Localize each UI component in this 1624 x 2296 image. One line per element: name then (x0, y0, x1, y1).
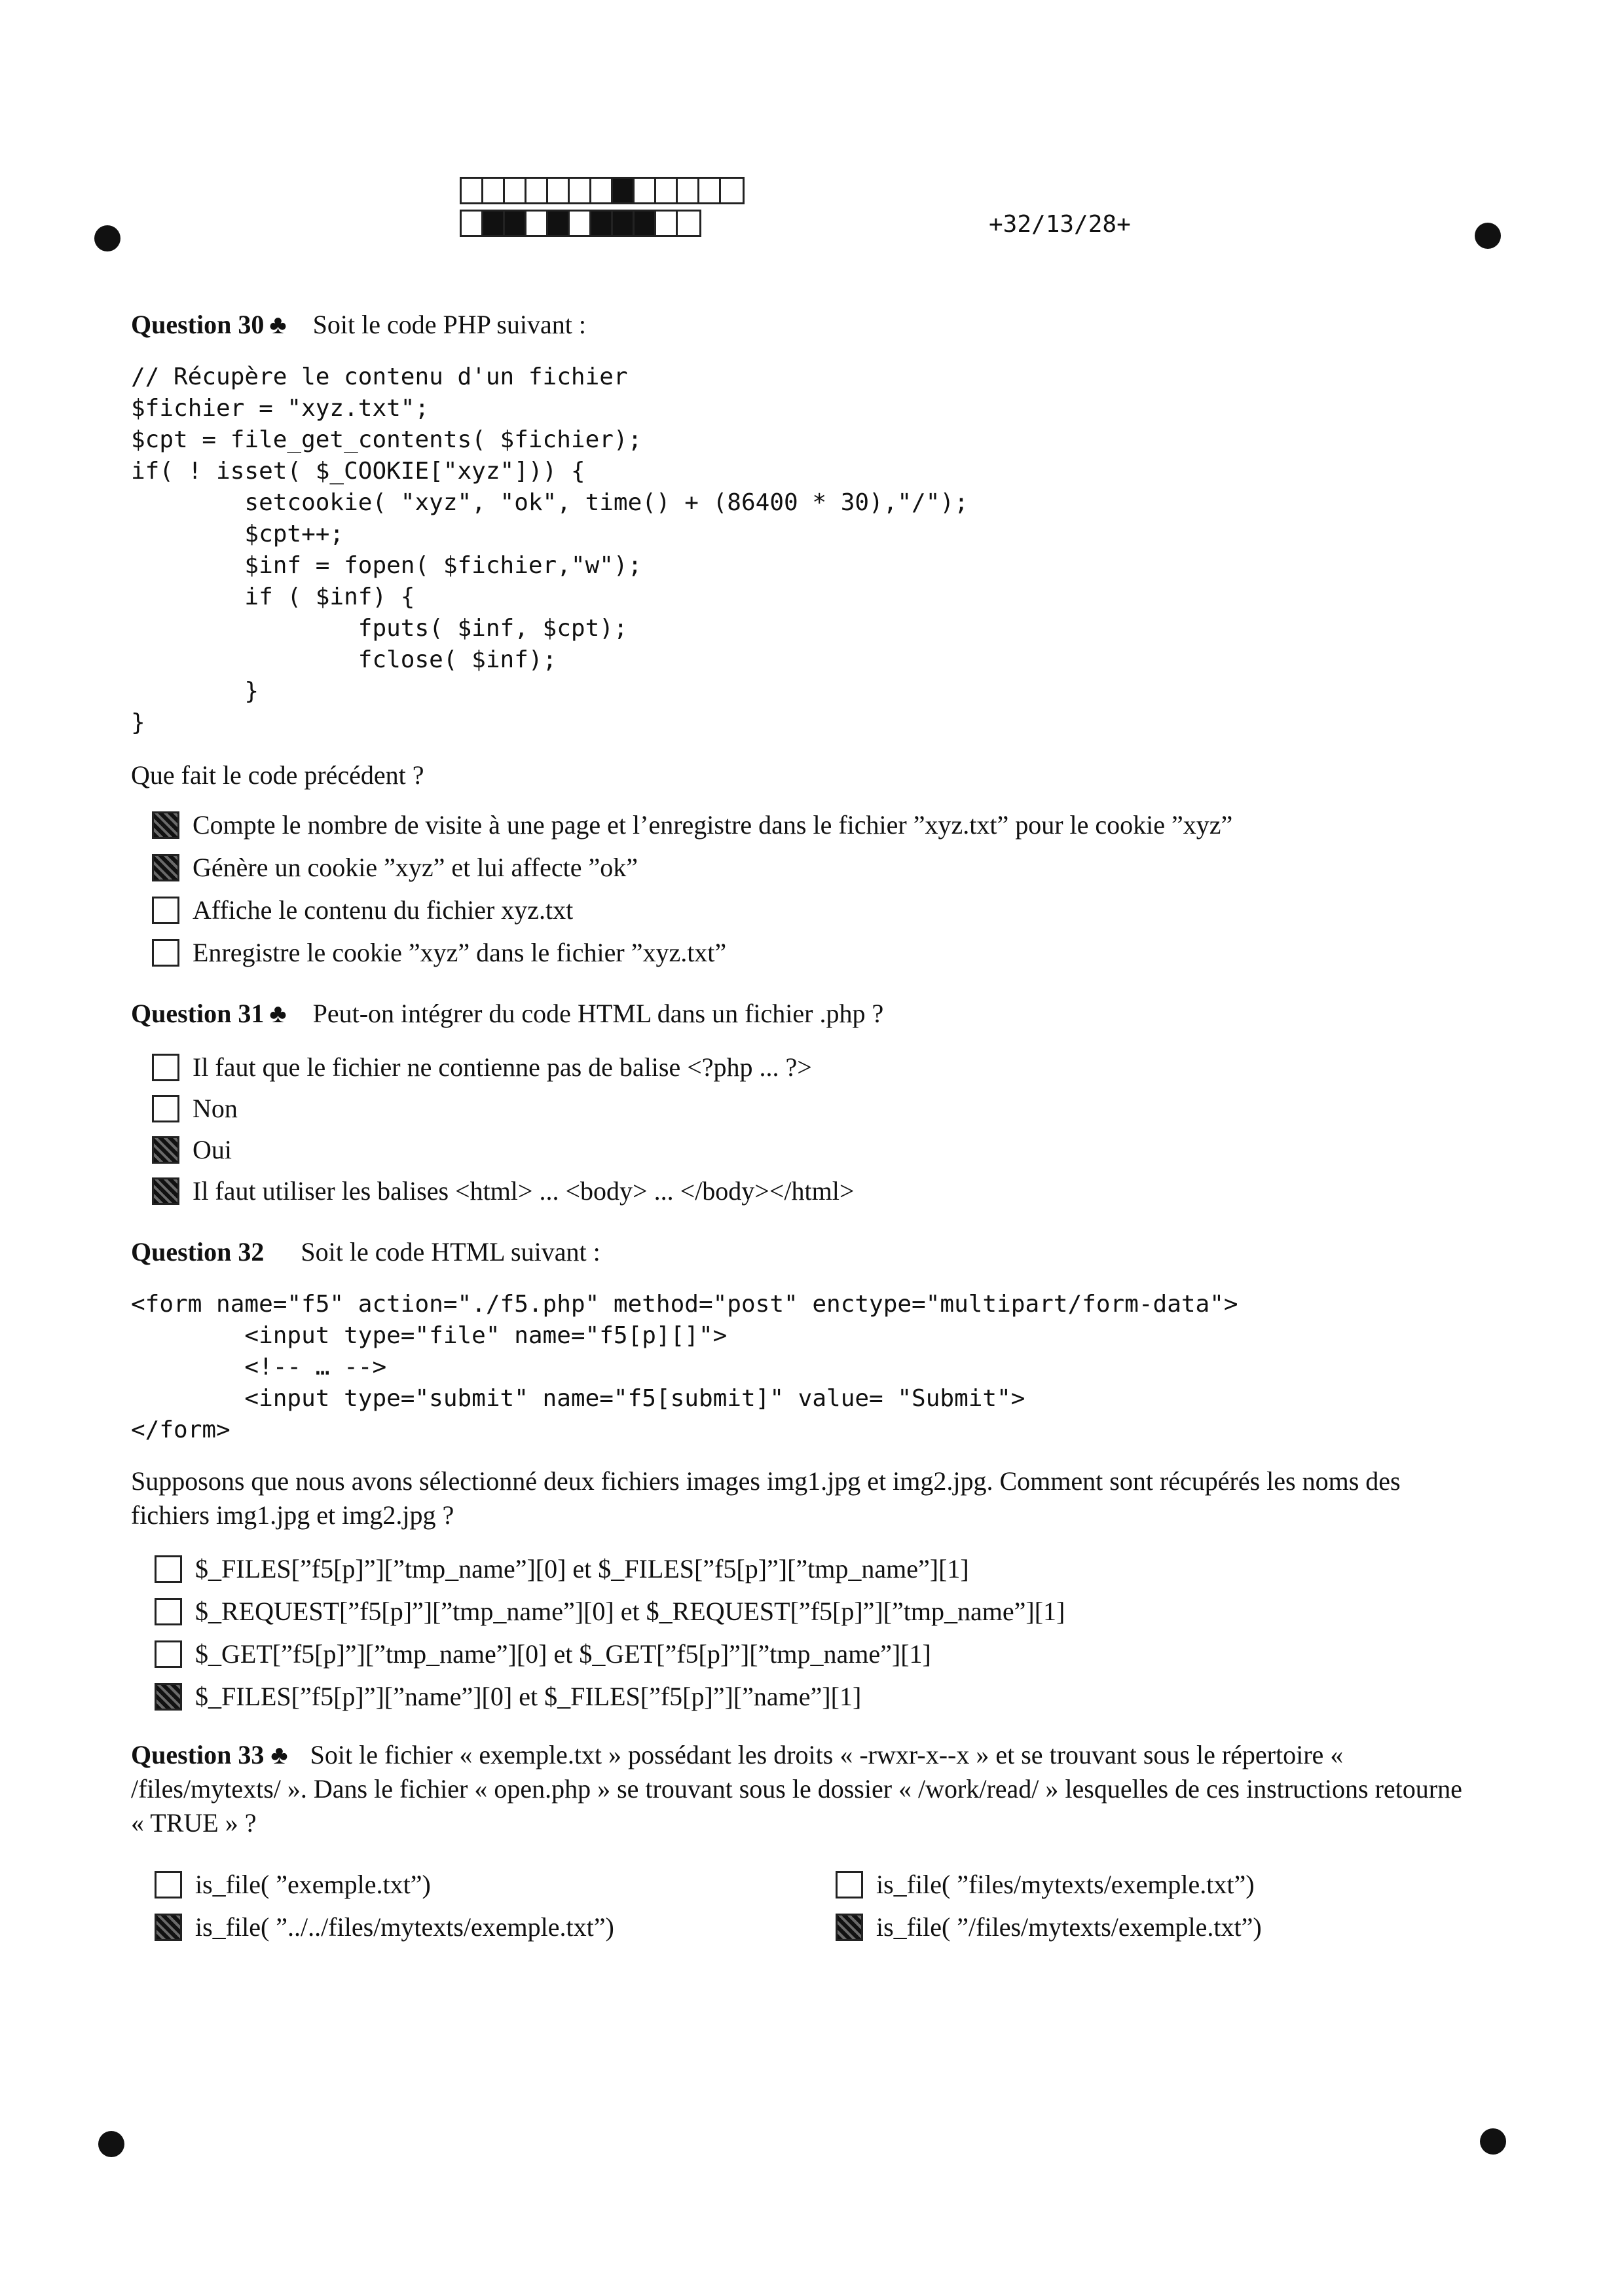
option-label: Enregistre le cookie ”xyz” dans le fichier ”xyz.txt” (193, 938, 727, 967)
option-label: Il faut que le fichier ne contienne pas de balise <?php ... ?> (193, 1052, 812, 1082)
registration-mark-bottom-right (1480, 2128, 1506, 2155)
barcode-cell (505, 179, 526, 202)
barcode-cell (635, 179, 656, 202)
checkbox[interactable] (155, 1683, 182, 1711)
q31-option-1[interactable] (152, 1052, 812, 1083)
question-30-text: Que fait le code précédent ? (131, 760, 424, 790)
barcode-cell (656, 179, 678, 202)
question-prompt: Soit le code HTML suivant : (301, 1237, 600, 1267)
barcode-cell (505, 212, 526, 235)
option-label: Il faut utiliser les balises <html> ... <body> ... </body></html> (193, 1176, 855, 1206)
exam-id: +32/13/28+ (989, 211, 1131, 238)
barcode-cell (613, 179, 635, 202)
registration-mark-bottom-left (98, 2131, 124, 2157)
barcode-top-row (460, 177, 745, 204)
html-code-block: <form name="f5" action="./f5.php" method="post" enctype="multipart/form-data"> <input type="file" name="f5[p][]"> <!-- … --> <input type="submit" name="f5[submit]" value= "Submit"> </form> (131, 1291, 1238, 1443)
barcode-cell (526, 179, 548, 202)
checkbox[interactable] (152, 897, 179, 924)
checkbox[interactable] (155, 1640, 182, 1668)
checkbox[interactable] (155, 1555, 182, 1583)
barcode-cell (656, 212, 678, 235)
option-label: $_REQUEST[”f5[p]”][”tmp_name”][0] et $_REQUEST[”f5[p]”][”tmp_name”][1] (195, 1597, 1065, 1626)
club-icon: ♣ (270, 1740, 288, 1769)
option-label: is_file( ”files/mytexts/exemple.txt”) (876, 1870, 1255, 1899)
barcode-cell (721, 179, 743, 202)
checkbox[interactable] (152, 939, 179, 967)
q32-option-3[interactable] (155, 1639, 931, 1669)
question-label: Question 31 (131, 999, 265, 1028)
option-label: Non (193, 1094, 238, 1123)
checkbox[interactable] (152, 1177, 179, 1205)
barcode-cell (548, 212, 570, 235)
barcode-cell (462, 179, 483, 202)
barcode-cell (483, 179, 505, 202)
barcode-cell (570, 212, 591, 235)
option-label: Compte le nombre de visite à une page et l’enregistre dans le fichier ”xyz.txt” pour le cookie ”xyz” (193, 810, 1233, 840)
checkbox[interactable] (152, 811, 179, 839)
checkbox[interactable] (152, 1136, 179, 1164)
barcode-cell (526, 212, 548, 235)
barcode-cell (678, 212, 699, 235)
option-label: $_GET[”f5[p]”][”tmp_name”][0] et $_GET[”f5[p]”][”tmp_name”][1] (195, 1639, 931, 1669)
option-label: Oui (193, 1135, 232, 1164)
checkbox[interactable] (152, 854, 179, 881)
checkbox[interactable] (836, 1871, 863, 1898)
option-label: $_FILES[”f5[p]”][”tmp_name”][0] et $_FILES[”f5[p]”][”tmp_name”][1] (195, 1554, 969, 1583)
barcode-cell (462, 212, 483, 235)
checkbox[interactable] (152, 1054, 179, 1081)
q33-option-4[interactable] (836, 1912, 1262, 1942)
q30-option-3[interactable] (152, 895, 573, 925)
barcode-cell (570, 179, 591, 202)
question-label: Question 30 (131, 310, 265, 339)
barcode-cell (699, 179, 721, 202)
checkbox[interactable] (152, 1095, 179, 1122)
q31-option-3[interactable] (152, 1134, 232, 1165)
option-label: Génère un cookie ”xyz” et lui affecte ”ok” (193, 853, 638, 882)
checkbox[interactable] (155, 1914, 182, 1941)
question-32-header (131, 1236, 600, 1267)
option-label: $_FILES[”f5[p]”][”name”][0] et $_FILES[”f5[p]”][”name”][1] (195, 1682, 862, 1711)
club-icon: ♣ (269, 310, 287, 339)
question-32-text: Supposons que nous avons sélectionné deux fichiers images img1.jpg et img2.jpg. Comment sont récupérés les noms des fichiers img1.jpg et img2.jpg ? (131, 1466, 1401, 1530)
barcode-bottom-row (460, 210, 701, 237)
checkbox[interactable] (155, 1871, 182, 1898)
barcode-cell (591, 179, 613, 202)
question-prompt: Soit le code PHP suivant : (312, 310, 587, 339)
barcode-cell (483, 212, 505, 235)
q30-option-4[interactable] (152, 937, 726, 968)
q33-option-1[interactable] (155, 1869, 431, 1900)
question-label: Question 32 (131, 1237, 265, 1267)
barcode-cell (591, 212, 613, 235)
barcode-cell (548, 179, 570, 202)
q31-option-2[interactable] (152, 1093, 238, 1124)
q32-option-1[interactable] (155, 1553, 969, 1584)
q31-option-4[interactable] (152, 1176, 854, 1206)
checkbox[interactable] (155, 1598, 182, 1625)
question-label: Question 33 (131, 1740, 265, 1769)
q33-option-2[interactable] (836, 1869, 1255, 1900)
question-prompt: Soit le fichier « exemple.txt » possédant les droits « -rwxr-x--x » et se trouvant sous le répertoire « /files/mytexts/ ». Dans le fichier « open.php » se trouvant sous le dossier « /work/read/ » lesquelles de ces instructions retourne « TRUE » ? (131, 1740, 1462, 1838)
barcode-cell (678, 179, 699, 202)
checkbox[interactable] (836, 1914, 863, 1941)
q33-option-3[interactable] (155, 1912, 614, 1942)
q30-option-1[interactable] (152, 809, 1232, 840)
barcode-cell (613, 212, 635, 235)
question-prompt: Peut-on intégrer du code HTML dans un fichier .php ? (312, 999, 884, 1028)
option-label: is_file( ”exemple.txt”) (195, 1870, 431, 1899)
option-label: is_file( ”../../files/mytexts/exemple.txt”) (195, 1912, 614, 1942)
php-code-block: // Récupère le contenu d'un fichier $fichier = "xyz.txt"; $cpt = file_get_contents( $fichier); if( ! isset( $_COOKIE["xyz"])) { setcookie( "xyz", "ok", time() + (86400 * 30),"/"); $cpt++; $inf = fopen( $fichier,"w"); if ( $inf) { fputs( $inf, $cpt); fclose( $inf); } } (131, 363, 969, 736)
club-icon: ♣ (269, 999, 287, 1028)
registration-mark-top-right (1475, 223, 1501, 249)
question-33-block (131, 1738, 1472, 1840)
barcode-cell (635, 212, 656, 235)
registration-mark-top-left (94, 225, 120, 251)
q32-option-4[interactable] (155, 1681, 861, 1712)
question-31-header (131, 998, 883, 1029)
option-label: is_file( ”/files/mytexts/exemple.txt”) (876, 1912, 1262, 1942)
q32-option-2[interactable] (155, 1596, 1065, 1627)
option-label: Affiche le contenu du fichier xyz.txt (193, 895, 574, 925)
q30-option-2[interactable] (152, 852, 638, 883)
question-30-header (131, 309, 586, 340)
